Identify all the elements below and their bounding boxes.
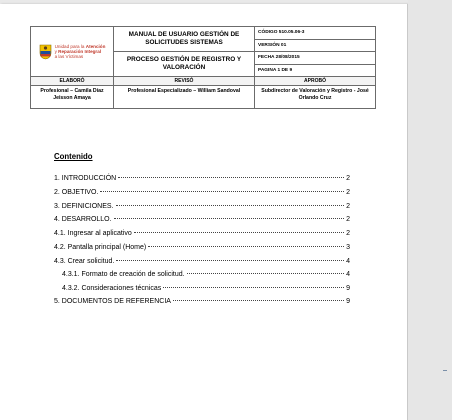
toc-entry[interactable]: 4.3.2. Consideraciones técnicas 9 xyxy=(62,285,350,292)
code-field: CÓDIGO 510.05.06-3 xyxy=(255,27,375,40)
toc-entry[interactable]: 4.2. Pantalla principal (Home) 3 xyxy=(54,244,350,251)
role-elaboro: ELABORÓ xyxy=(31,77,114,85)
role-reviso: REVISÓ xyxy=(114,77,255,85)
toc-entry[interactable]: 4. DESARROLLO. 2 xyxy=(54,216,350,223)
toc-entry[interactable]: 4.3. Crear solicitud. 4 xyxy=(54,258,350,265)
header-row-top xyxy=(30,26,376,77)
manual-title: MANUAL DE USUARIO GESTIÓN DE SOLICITUDES SISTEMAS xyxy=(114,27,254,52)
person-reviso: Profesional Especializado – William Sandoval xyxy=(114,86,255,108)
scrollbar-marker[interactable] xyxy=(443,370,447,371)
logo-wordmark: Unidad para la Atención y Reparación Integral a las Víctimas xyxy=(54,43,106,60)
toc-title: Contenido xyxy=(54,152,93,161)
toc-entry[interactable]: 5. DOCUMENTOS DE REFERENCIA 9 xyxy=(54,298,350,305)
logo-cell xyxy=(31,27,114,76)
title-cell xyxy=(114,27,255,76)
colombia-shield-icon xyxy=(39,44,52,60)
person-elaboro: Profesional – Camila Díaz Jeisson Amaya xyxy=(31,86,114,108)
toc-entry[interactable]: 4.3.1. Formato de creación de solicitud. 4 xyxy=(62,271,350,278)
person-aprobo: Subdirector de Valoración y Registro - José Orlando Cruz xyxy=(261,88,369,101)
document-header-table xyxy=(30,26,376,109)
header-row-people xyxy=(30,86,376,109)
process-title: PROCESO GESTIÓN DE REGISTRO Y VALORACIÓN xyxy=(126,56,242,71)
role-aprobo: APROBÓ xyxy=(304,78,326,84)
metadata-cell xyxy=(255,27,375,76)
date-field: FECHA 28/08/2015 xyxy=(255,52,375,65)
toc-entry[interactable]: 2. OBJETIVO. 2 xyxy=(54,189,350,196)
page-field: PAGINA 1 DE 9 xyxy=(258,67,293,73)
header-row-roles xyxy=(30,77,376,86)
toc-entry[interactable]: 4.1. Ingresar al aplicativo 2 xyxy=(54,230,350,237)
document-page xyxy=(0,4,408,420)
toc-entry[interactable]: 1. INTRODUCCIÓN 2 xyxy=(54,175,350,182)
viewer-background xyxy=(408,0,452,420)
toc-entry[interactable]: 3. DEFINICIONES. 2 xyxy=(54,203,350,210)
version-field: VERSIÓN 01 xyxy=(255,40,375,53)
